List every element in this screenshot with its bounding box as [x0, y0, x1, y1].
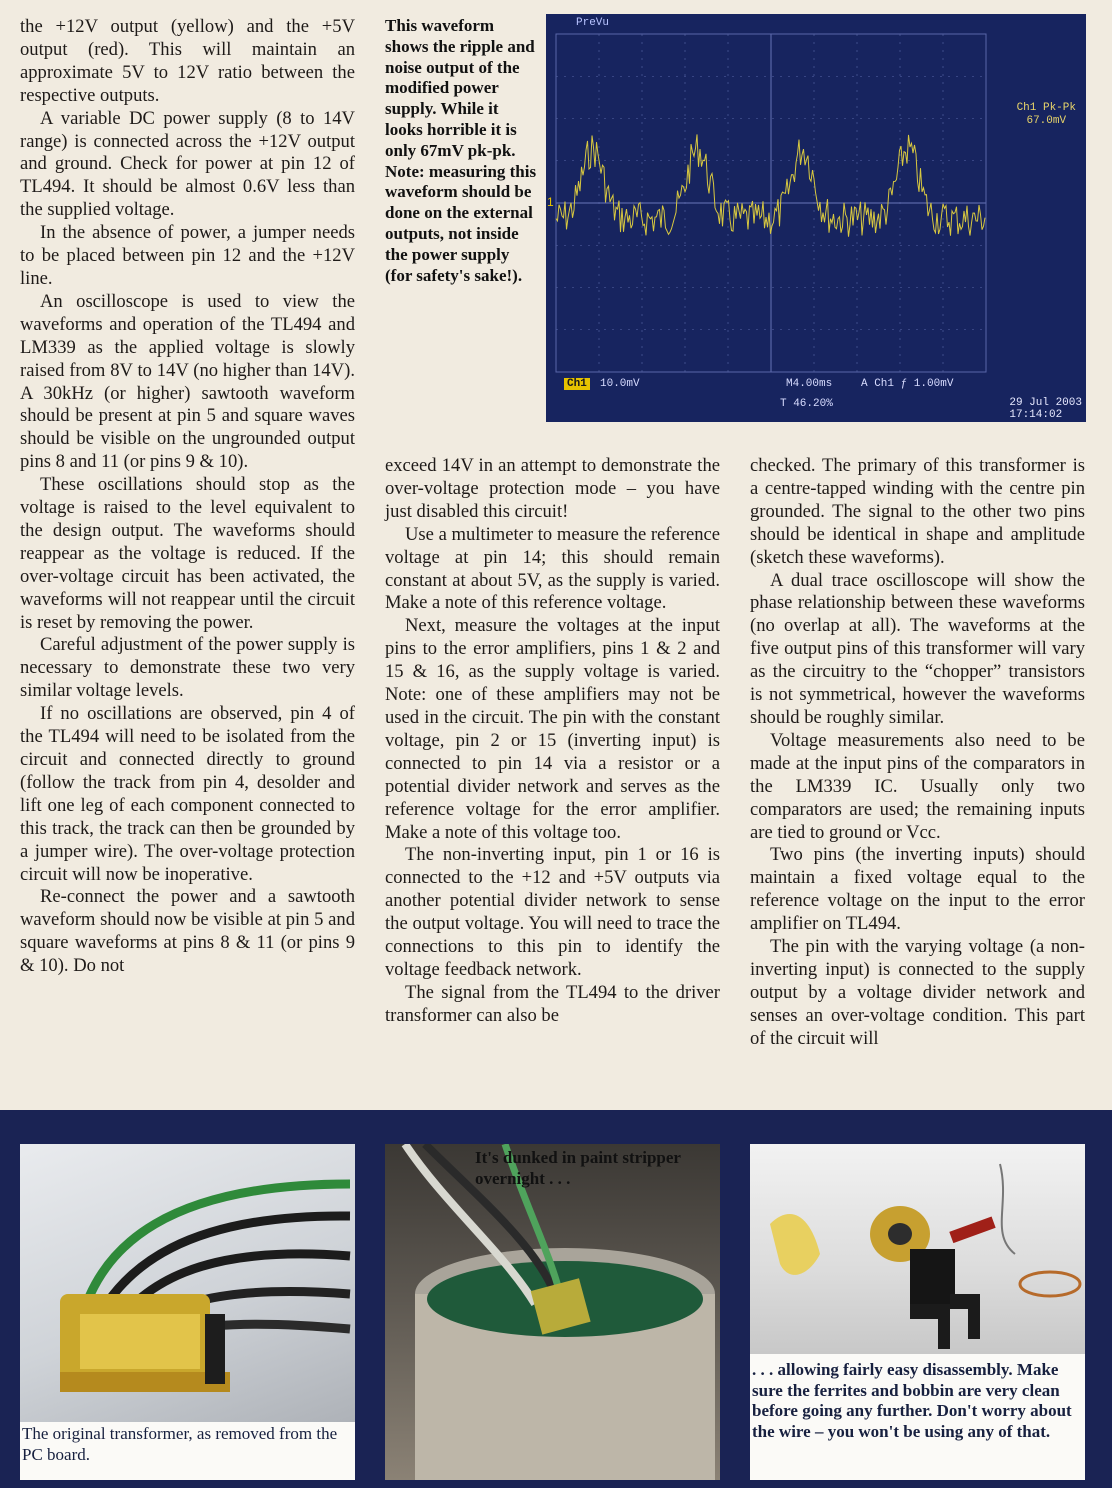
paragraph: Re-connect the power and a sawtooth waveform should now be visible at pin 5 and square waveforms at pins 8 & 11 (or pins 9 & 10). Do not	[20, 886, 355, 977]
paragraph: The non-inverting input, pin 1 or 16 is connected to the +12 and +5V outputs via another potential divider network to sense the output voltage. You will need to trace the connections to this pin to identify the voltage feedback network.	[385, 844, 720, 980]
paragraph: The pin with the varying voltage (a non-inverting input) is connected to the supply output by a voltage divider network and senses an over-voltage condition. This part of the circuit will	[750, 936, 1085, 1049]
paragraph: Next, measure the voltages at the input pins to the error amplifiers, pins 1 & 2 and 15 & 16, as the supply voltage is varied. Note: one of these amplifiers may not be used in the circuit. The pin with the constant voltage, pin 2 or 15 (inverting input) is connected to pin 14 via a resistor or a potential divider network and serves as the reference voltage for the error amplifier. Make a note of this voltage too.	[385, 615, 720, 843]
paint-stripper-caption: It's dunked in paint stripper overnight . . .	[475, 1148, 681, 1188]
timebase-readout: M4.00ms	[786, 378, 833, 390]
paragraph: In the absence of power, a jumper needs to be placed between pin 12 and the +12V line.	[20, 222, 355, 289]
paragraph: Use a multimeter to measure the reference voltage at pin 14; this should remain constant at about 5V, as the supply is varied. Make a note of this reference voltage.	[385, 523, 720, 614]
paragraph: the +12V output (yellow) and the +5V output (red). This will maintain an approximate 5V to 12V ratio between the respective outputs.	[20, 16, 355, 106]
disassembly-illustration	[750, 1144, 1085, 1354]
paragraph: Careful adjustment of the power supply is necessary to demonstrate these two very similar voltage levels.	[20, 634, 355, 702]
transformer-illustration	[20, 1144, 355, 1422]
paint-stripper-photo	[385, 1144, 720, 1480]
transformer-caption: The original transformer, as removed from the PC board.	[20, 1422, 355, 1480]
scope-status-bar	[546, 378, 1086, 394]
article-column-2	[385, 455, 720, 1028]
paragraph: A variable DC power supply (8 to 14V range) is connected across the +12V output and ground. Check for power at pin 12 of TL494. It should be almost 0.6V less than the supplied voltage.	[20, 107, 355, 221]
scope-timestamp	[1009, 397, 1082, 421]
trigger-position-readout: T 46.20%	[780, 398, 833, 410]
transformer-photo	[20, 1144, 355, 1422]
trigger-readout: A Ch1 ƒ 1.00mV	[861, 378, 954, 390]
disassembly-photo	[750, 1144, 1085, 1354]
paragraph: Two pins (the inverting inputs) should maintain a fixed voltage equal to the reference voltage on the input to the error amplifier on TL494.	[750, 844, 1085, 935]
article-column-3	[750, 455, 1085, 1051]
ground-marker: 1	[547, 195, 554, 209]
paragraph: These oscillations should stop as the voltage is raised to the level equivalent to the design output. The waveforms should reappear as the voltage is reduced. If the over-voltage circuit has been activated, the waveforms will not reappear until the circuit is reset by removing the power.	[20, 474, 355, 633]
paragraph: checked. The primary of this transformer is a centre-tapped winding with the centre pin grounded. The signal to the other two pins should be identical in shape and amplitude (sketch these waveforms).	[750, 455, 1085, 568]
paragraph: A dual trace oscilloscope will show the phase relationship between these waveforms (no overlap at all). The waveforms at the five output pins of this transformer will vary as the circuitry to the “chopper” transistors is not symmetrical, however the waveforms should be roughly similar.	[750, 569, 1085, 728]
readout-label: Ch1 Pk-Pk	[1016, 102, 1076, 114]
scope-date: 29 Jul 2003	[1009, 397, 1082, 409]
oscilloscope-screenshot	[546, 14, 1086, 422]
disassembly-caption: . . . allowing fairly easy disassembly. Make sure the ferrites and bobbin are very clean before going any further. Don't worry about the wire – you won't be using any of that.	[750, 1354, 1085, 1480]
oscilloscope-display	[546, 14, 1086, 422]
paragraph: The signal from the TL494 to the driver transformer can also be	[385, 981, 720, 1026]
paragraph: exceed 14V in an attempt to demonstrate the over-voltage protection mode – you have just disabled this circuit!	[385, 455, 720, 522]
scope-mode-label: PreVu	[576, 17, 610, 29]
scope-measurement-readout	[1017, 102, 1076, 128]
readout-value: 67.0mV	[1026, 115, 1067, 127]
paint-stripper-illustration	[385, 1144, 720, 1480]
scope-time: 17:14:02	[1009, 409, 1063, 421]
waveform-caption: This waveform shows the ripple and noise output of the modified power supply. While it looks horrible it is only 67mV pk-pk. Note: measuring this waveform should be done on the external outputs, not inside the power supply (for safety's sake!).	[385, 16, 537, 285]
paragraph: If no oscillations are observed, pin 4 of the TL494 will need to be isolated from the circuit and connected directly to ground (follow the track from pin 4, desolder and lift one leg of each component connected to this track, the track can then be grounded by a jumper wire). The over-voltage protection circuit will now be inoperative.	[20, 703, 355, 885]
paragraph: Voltage measurements also need to be made at the input pins of the comparators in the LM339 IC. Usually only two comparators are used; the remaining inputs are tied to ground or Vcc.	[750, 729, 1085, 843]
article-column-1	[20, 16, 355, 978]
channel-volts-per-div: 10.0mV	[600, 378, 640, 390]
channel-tag: Ch1	[564, 378, 590, 390]
paragraph: An oscilloscope is used to view the waveforms and operation of the TL494 and LM339 as the applied voltage is slowly raised from 8V to 14V (no higher than 14V). A 30kHz (or higher) sawtooth waveform should be present at pin 5 and square waves should be visible on the ungrounded output pins 8 and 11 (or pins 9 & 10).	[20, 290, 355, 473]
